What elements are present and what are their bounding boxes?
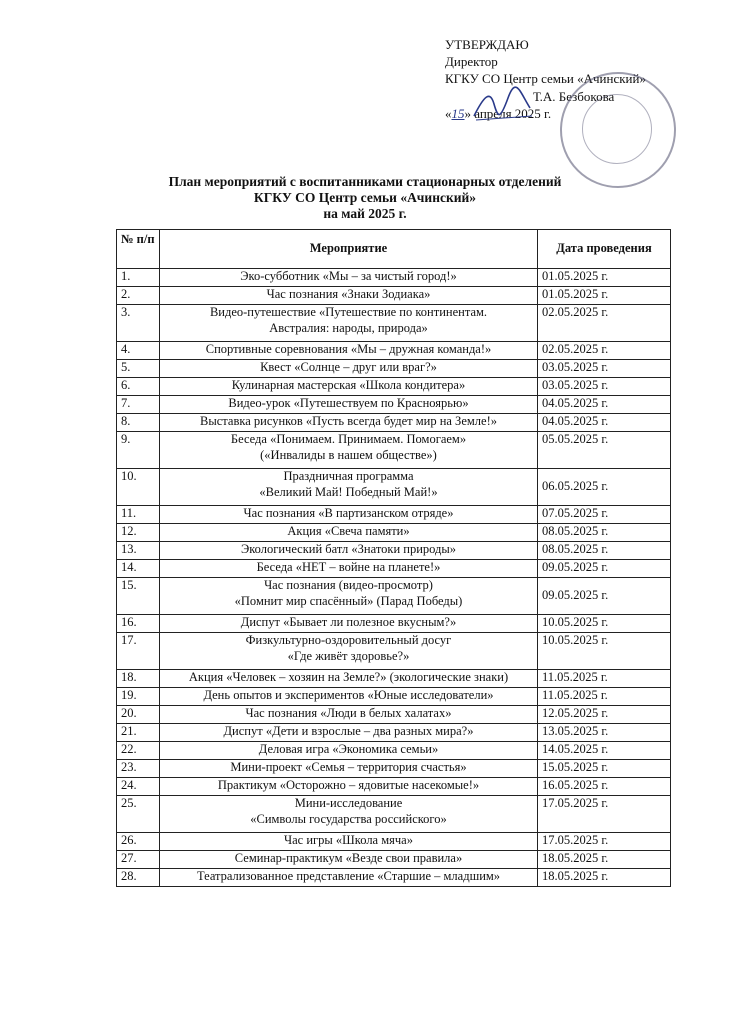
row-number: 4.	[117, 342, 160, 360]
table-row	[117, 378, 671, 396]
row-number: 23.	[117, 760, 160, 778]
table-row	[117, 560, 671, 578]
row-number: 19.	[117, 688, 160, 706]
header-date: Дата проведения	[538, 230, 671, 269]
header-event: Мероприятие	[160, 230, 538, 269]
event-date: 08.05.2025 г.	[538, 524, 671, 542]
table-row	[117, 360, 671, 378]
event-name	[160, 287, 538, 305]
row-number: 20.	[117, 706, 160, 724]
event-line: Мини-исследование	[294, 796, 403, 810]
event-name	[160, 342, 538, 360]
event-date: 09.05.2025 г.	[538, 560, 671, 578]
row-number: 28.	[117, 869, 160, 887]
event-name	[160, 615, 538, 633]
event-line: Видео-урок «Путешествуем по Красноярью»	[228, 396, 469, 410]
table-row	[117, 670, 671, 688]
event-line: «Символы государства российского»	[250, 811, 447, 826]
event-line: Видео-путешествие «Путешествие по континентам.	[209, 305, 488, 319]
row-number: 24.	[117, 778, 160, 796]
event-line: Час познания «Знаки Зодиака»	[266, 287, 431, 301]
event-name	[160, 414, 538, 432]
event-line: Театрализованное представление «Старшие – младшим»	[196, 869, 501, 883]
table-row	[117, 615, 671, 633]
table-row	[117, 833, 671, 851]
row-number: 21.	[117, 724, 160, 742]
event-name	[160, 778, 538, 796]
table-row	[117, 778, 671, 796]
event-line: «Великий Май! Победный Май!»	[259, 484, 438, 499]
table-row	[117, 578, 671, 615]
header-number: № п/п	[117, 230, 160, 269]
event-line: Австралия: народы, природа»	[269, 320, 428, 335]
event-line: День опытов и экспериментов «Юные исследователи»	[203, 688, 494, 702]
approval-heading: УТВЕРЖДАЮ	[445, 37, 529, 52]
event-line: Физкультурно-оздоровительный досуг	[245, 633, 452, 647]
event-date: 03.05.2025 г.	[538, 360, 671, 378]
row-number: 8.	[117, 414, 160, 432]
event-name	[160, 796, 538, 833]
event-line: Мини-проект «Семья – территория счастья»	[230, 760, 467, 774]
event-line: Деловая игра «Экономика семьи»	[258, 742, 439, 756]
event-name	[160, 578, 538, 615]
event-line: Час познания «Люди в белых халатах»	[245, 706, 452, 720]
row-number: 5.	[117, 360, 160, 378]
table-row	[117, 760, 671, 778]
event-line: Час познания (видео-просмотр)	[264, 578, 433, 592]
document-title	[110, 174, 620, 222]
event-line: Семинар-практикум «Везде свои правила»	[234, 851, 463, 865]
event-line: («Инвалиды в нашем обществе»)	[260, 447, 437, 462]
event-line: Экологический батл «Знатоки природы»	[240, 542, 457, 556]
event-date: 02.05.2025 г.	[538, 305, 671, 342]
event-name	[160, 742, 538, 760]
table-row	[117, 506, 671, 524]
event-date: 10.05.2025 г.	[538, 615, 671, 633]
table-row	[117, 287, 671, 305]
table-row	[117, 633, 671, 670]
event-line: Диспут «Бывает ли полезное вкусным?»	[240, 615, 457, 629]
table-row	[117, 524, 671, 542]
event-date: 15.05.2025 г.	[538, 760, 671, 778]
event-line: Спортивные соревнования «Мы – дружная команда!»	[205, 342, 492, 356]
event-name	[160, 688, 538, 706]
event-date: 12.05.2025 г.	[538, 706, 671, 724]
signature-mark	[470, 86, 540, 126]
row-number: 27.	[117, 851, 160, 869]
row-number: 14.	[117, 560, 160, 578]
table-row	[117, 396, 671, 414]
event-name	[160, 724, 538, 742]
event-line: Праздничная программа	[283, 469, 414, 483]
event-line: Час познания «В партизанском отряде»	[243, 506, 454, 520]
event-line: «Где живёт здоровье?»	[287, 648, 410, 663]
approval-organization: КГКУ СО Центр семьи «Ачинский»	[445, 71, 646, 87]
row-number: 7.	[117, 396, 160, 414]
table-row	[117, 851, 671, 869]
row-number: 6.	[117, 378, 160, 396]
event-date: 11.05.2025 г.	[538, 670, 671, 688]
row-number: 18.	[117, 670, 160, 688]
event-name	[160, 869, 538, 887]
event-name	[160, 560, 538, 578]
title-line-3: на май 2025 г.	[323, 206, 407, 221]
event-name	[160, 524, 538, 542]
event-line: Кулинарная мастерская «Школа кондитера»	[231, 378, 466, 392]
event-line: Акция «Свеча памяти»	[287, 524, 410, 538]
event-date: 18.05.2025 г.	[538, 869, 671, 887]
event-date: 18.05.2025 г.	[538, 851, 671, 869]
event-line: Беседа «Понимаем. Принимаем. Помогаем»	[230, 432, 467, 446]
event-name	[160, 506, 538, 524]
event-date: 03.05.2025 г.	[538, 378, 671, 396]
event-name	[160, 360, 538, 378]
table-row	[117, 414, 671, 432]
table-header-row	[117, 230, 671, 269]
event-line: Выставка рисунков «Пусть всегда будет мир на Земле!»	[200, 414, 497, 428]
event-date: 08.05.2025 г.	[538, 542, 671, 560]
table-row	[117, 305, 671, 342]
event-line: Акция «Человек – хозяин на Земле?» (экологические знаки)	[188, 670, 509, 684]
event-line: Практикум «Осторожно – ядовитые насекомые!»	[217, 778, 480, 792]
table-row	[117, 688, 671, 706]
event-line: Квест «Солнце – друг или враг?»	[260, 360, 437, 374]
event-date: 14.05.2025 г.	[538, 742, 671, 760]
table-row	[117, 724, 671, 742]
title-line-1: План мероприятий с воспитанниками стационарных отделений	[168, 174, 562, 189]
table-row	[117, 342, 671, 360]
event-date: 13.05.2025 г.	[538, 724, 671, 742]
event-name	[160, 670, 538, 688]
event-date: 11.05.2025 г.	[538, 688, 671, 706]
table-row	[117, 469, 671, 506]
table-row	[117, 432, 671, 469]
table-row	[117, 742, 671, 760]
row-number: 12.	[117, 524, 160, 542]
event-date: 02.05.2025 г.	[538, 342, 671, 360]
table-row	[117, 706, 671, 724]
event-name	[160, 633, 538, 670]
row-number: 17.	[117, 633, 160, 670]
row-number: 2.	[117, 287, 160, 305]
table-row	[117, 269, 671, 287]
row-number: 26.	[117, 833, 160, 851]
event-name	[160, 269, 538, 287]
event-date: 01.05.2025 г.	[538, 287, 671, 305]
event-name	[160, 542, 538, 560]
event-date: 07.05.2025 г.	[538, 506, 671, 524]
approval-position: Директор	[445, 54, 498, 70]
row-number: 16.	[117, 615, 160, 633]
official-seal	[560, 72, 676, 188]
row-number: 3.	[117, 305, 160, 342]
event-name	[160, 305, 538, 342]
event-date: 10.05.2025 г.	[538, 633, 671, 670]
title-line-2: КГКУ СО Центр семьи «Ачинский»	[253, 190, 477, 205]
row-number: 1.	[117, 269, 160, 287]
table-row	[117, 796, 671, 833]
row-number: 22.	[117, 742, 160, 760]
row-number: 9.	[117, 432, 160, 469]
event-name	[160, 760, 538, 778]
row-number: 13.	[117, 542, 160, 560]
event-line: Диспут «Дети и взрослые – два разных мира?»	[223, 724, 474, 738]
event-name	[160, 851, 538, 869]
event-line: Час игры «Школа мяча»	[284, 833, 413, 847]
event-name	[160, 396, 538, 414]
event-name	[160, 432, 538, 469]
table-row	[117, 869, 671, 887]
row-number: 15.	[117, 578, 160, 615]
table-row	[117, 542, 671, 560]
event-date: 04.05.2025 г.	[538, 396, 671, 414]
event-line: «Помнит мир спасённый» (Парад Победы)	[234, 593, 463, 608]
event-name	[160, 706, 538, 724]
event-date: 09.05.2025 г.	[538, 578, 671, 615]
event-name	[160, 469, 538, 506]
row-number: 11.	[117, 506, 160, 524]
signatory-name: Т.А. Безбокова	[533, 88, 615, 104]
event-date: 04.05.2025 г.	[538, 414, 671, 432]
event-date: 06.05.2025 г.	[538, 469, 671, 506]
event-line: Беседа «НЕТ – войне на планете!»	[256, 560, 441, 574]
row-number: 10.	[117, 469, 160, 506]
event-name	[160, 378, 538, 396]
approval-date: «15» апреля 2025 г.	[445, 105, 552, 121]
event-name	[160, 833, 538, 851]
event-date: 17.05.2025 г.	[538, 833, 671, 851]
event-date: 16.05.2025 г.	[538, 778, 671, 796]
row-number: 25.	[117, 796, 160, 833]
event-date: 01.05.2025 г.	[538, 269, 671, 287]
events-table	[116, 229, 671, 887]
approval-day: 15	[451, 105, 465, 121]
event-date: 05.05.2025 г.	[538, 432, 671, 469]
event-date: 17.05.2025 г.	[538, 796, 671, 833]
event-line: Эко-субботник «Мы – за чистый город!»	[240, 269, 457, 283]
